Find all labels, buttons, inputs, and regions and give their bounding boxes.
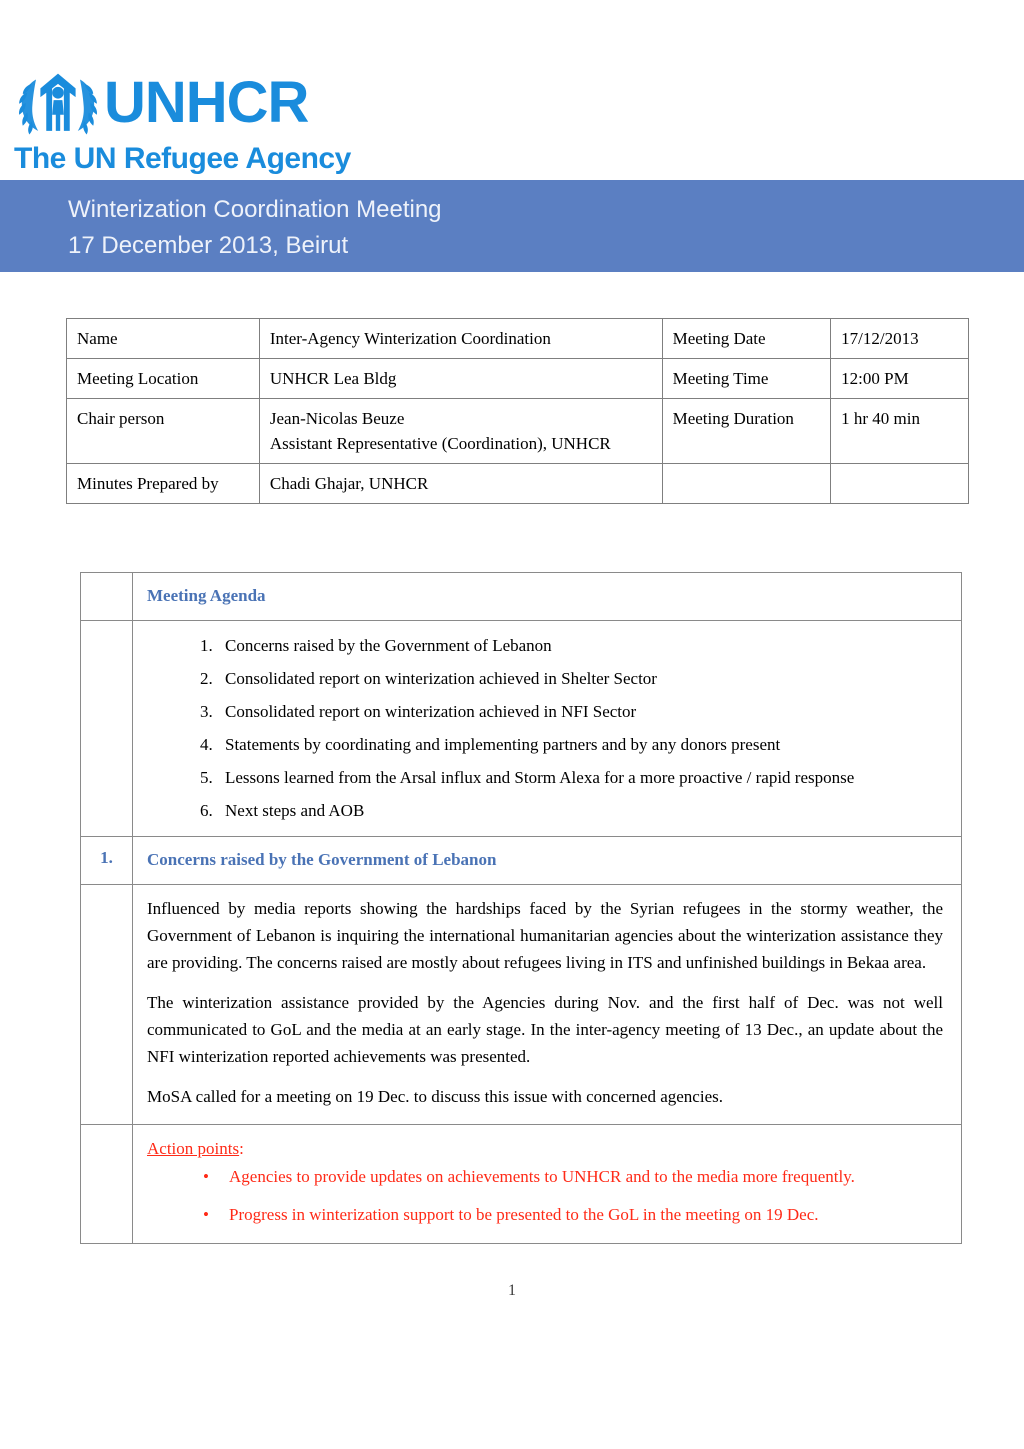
- list-item: 4. Statements by coordinating and implementing partners and by any donors present: [217, 734, 943, 756]
- info-label-meeting-time: Meeting Time: [662, 359, 831, 399]
- section-1-paragraph: Influenced by media reports showing the hardships faced by the Syrian refugees in the stormy weather, the Government of Lebanon is inquiring the international humanitarian agencies about the winterization assistance they are providing. The concerns raised are mostly about refugees living in ITS and unfinished buildings in Bekaa area.: [147, 899, 943, 972]
- table-row-agenda-heading: [81, 573, 962, 621]
- action-points-title-text: Action points: [147, 1139, 240, 1158]
- action-points-number: [81, 1125, 133, 1244]
- logo-tagline: The UN Refugee Agency: [14, 142, 351, 175]
- action-points-title: [147, 1137, 943, 1161]
- info-label-minutes-prepared-by: Minutes Prepared by: [67, 464, 260, 504]
- list-item: • Progress in winterization support to be presented to the GoL in the meeting on 19 Dec.: [203, 1203, 943, 1227]
- page-number: 1: [508, 1282, 516, 1299]
- table-row: [67, 359, 969, 399]
- action-points-cell: [133, 1125, 962, 1244]
- section-1-heading-cell: [133, 837, 962, 885]
- meeting-info-table: [66, 318, 969, 504]
- unhcr-emblem-icon: [14, 66, 102, 140]
- agenda-heading-cell: [133, 573, 962, 621]
- minutes-table: [80, 572, 962, 1244]
- info-label-meeting-location: Meeting Location: [67, 359, 260, 399]
- info-label-name: Name: [67, 319, 260, 359]
- table-row-action-points: [81, 1125, 962, 1244]
- logo-row: [14, 66, 394, 140]
- info-value-chair-person: [259, 399, 662, 464]
- document-header-banner: [0, 180, 1024, 272]
- action-points-list: [147, 1165, 943, 1227]
- unhcr-logo: [14, 66, 394, 179]
- list-item: 6. Next steps and AOB: [217, 800, 943, 822]
- table-row: [67, 399, 969, 464]
- info-value-name: Inter-Agency Winterization Coordination: [259, 319, 662, 359]
- banner-subtitle: 17 December 2013, Beirut: [68, 232, 349, 259]
- chair-person-title: Assistant Representative (Coordination), UNHCR: [269, 434, 611, 453]
- list-item: 3. Consolidated report on winterization achieved in NFI Sector: [217, 701, 943, 723]
- list-item: 1. Concerns raised by the Government of Lebanon: [217, 635, 943, 657]
- logo-wordmark: UNHCR: [104, 70, 309, 135]
- list-item: 2. Consolidated report on winterization achieved in Shelter Sector: [217, 668, 943, 690]
- info-value-meeting-duration: 1 hr 40 min: [831, 399, 969, 464]
- table-row-section-1-heading: [81, 837, 962, 885]
- section-1-paragraph: MoSA called for a meeting on 19 Dec. to discuss this issue with concerned agencies.: [147, 1087, 723, 1106]
- agenda-items-number: [81, 621, 133, 837]
- agenda-heading-number: [81, 573, 133, 621]
- info-label-meeting-date: Meeting Date: [662, 319, 831, 359]
- table-row-section-1-body: [81, 885, 962, 1125]
- banner-title: Winterization Coordination Meeting: [68, 196, 442, 223]
- table-row: [67, 319, 969, 359]
- agenda-item-list: [147, 635, 943, 822]
- info-label-meeting-duration: Meeting Duration: [662, 399, 831, 464]
- table-row-agenda-items: [81, 621, 962, 837]
- info-empty-cell-1: [662, 464, 831, 504]
- info-value-meeting-location: UNHCR Lea Bldg: [259, 359, 662, 399]
- section-1-body-cell: [133, 885, 962, 1125]
- info-empty-cell-2: [831, 464, 969, 504]
- section-1-body-number: [81, 885, 133, 1125]
- section-1-heading-label: Concerns raised by the Government of Lebanon: [147, 850, 497, 869]
- info-value-meeting-date: 17/12/2013: [831, 319, 969, 359]
- action-points-title-colon: :: [239, 1139, 244, 1158]
- agenda-items-cell: [133, 621, 962, 837]
- info-label-chair-person: Chair person: [67, 399, 260, 464]
- info-value-minutes-prepared-by: Chadi Ghajar, UNHCR: [259, 464, 662, 504]
- chair-person-name: Jean-Nicolas Beuze: [269, 409, 405, 428]
- table-row: [67, 464, 969, 504]
- info-value-meeting-time: 12:00 PM: [831, 359, 969, 399]
- agenda-heading-label: Meeting Agenda: [147, 586, 266, 605]
- section-1-number: 1.: [81, 837, 133, 885]
- section-1-paragraph: The winterization assistance provided by the Agencies during Nov. and the first half of Dec. was not well communicated to GoL and the media at an early stage. In the inter-agency meeting of 13 Dec., an update about the NFI winterization reported achievements was presented.: [147, 993, 943, 1066]
- list-item: 5. Lessons learned from the Arsal influx and Storm Alexa for a more proactive / rapid response: [217, 767, 943, 789]
- list-item: • Agencies to provide updates on achievements to UNHCR and to the media more frequently.: [203, 1165, 943, 1189]
